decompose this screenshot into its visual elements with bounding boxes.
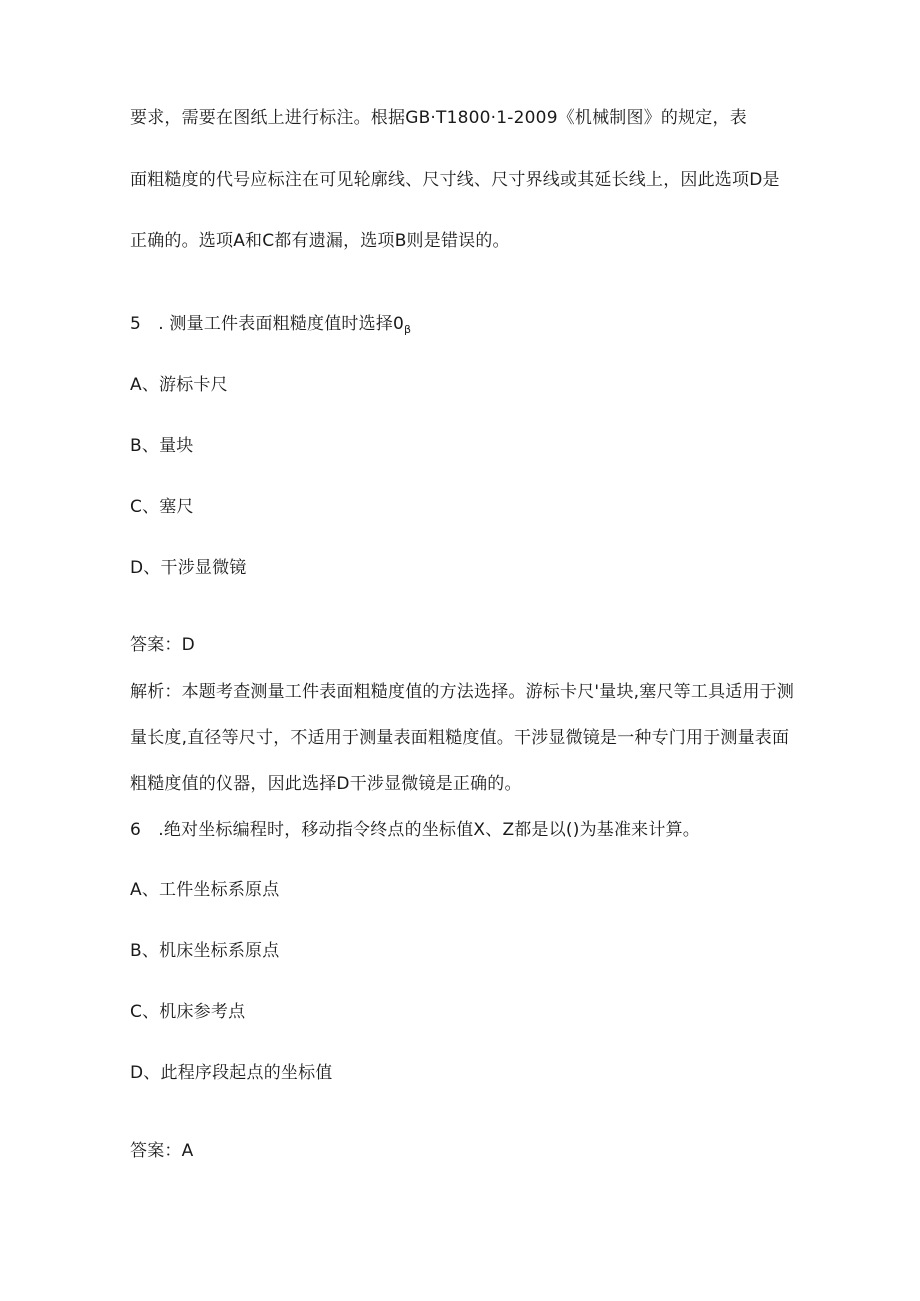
prev-explanation-line-2: 面粗糙度的代号应标注在可见轮廓线、尺寸线、尺寸界线或其延长线上，因此选项D是 <box>130 170 780 190</box>
prev-explanation-line-3: 正确的。选项A和C都有遗漏，选项B则是错误的。 <box>130 231 510 251</box>
question-5-stem-subscript: β <box>404 323 412 336</box>
question-5-explanation-line-3: 粗糙度值的仪器，因此选择D干涉显微镜是正确的。 <box>130 774 522 794</box>
question-6-option-c: C、机床参考点 <box>130 1002 246 1022</box>
question-6-option-b: B、机床坐标系原点 <box>130 941 280 961</box>
question-5-answer: 答案：D <box>130 635 195 655</box>
question-5-option-a: A、游标卡尺 <box>130 375 228 395</box>
question-5-stem <box>130 312 411 342</box>
prev-explanation-line-1: 要求，需要在图纸上进行标注。根据GB·T1800·1-2009《机械制图》的规定，表 <box>130 108 747 128</box>
question-6-option-d: D、此程序段起点的坐标值 <box>130 1063 333 1083</box>
question-5-option-d: D、干涉显微镜 <box>130 558 247 578</box>
question-5-option-c: C、塞尺 <box>130 497 194 517</box>
question-5-explanation-line-2: 量长度,直径等尺寸，不适用于测量表面粗糙度值。干涉显微镜是一种专门用于测量表面 <box>130 728 790 748</box>
question-5-option-b: B、量块 <box>130 436 194 456</box>
question-6-answer: 答案：A <box>130 1141 194 1161</box>
question-5-stem-text: 5 . 测量工件表面粗糙度值时选择0 <box>130 314 405 334</box>
question-5-explanation-line-1: 解析：本题考查测量工件表面粗糙度值的方法选择。游标卡尺'量块,塞尺等工具适用于测 <box>130 682 795 702</box>
question-6-option-a: A、工件坐标系原点 <box>130 880 280 900</box>
question-6-stem: 6 .绝对坐标编程时，移动指令终点的坐标值X、Z都是以()为基准来计算。 <box>130 820 700 840</box>
